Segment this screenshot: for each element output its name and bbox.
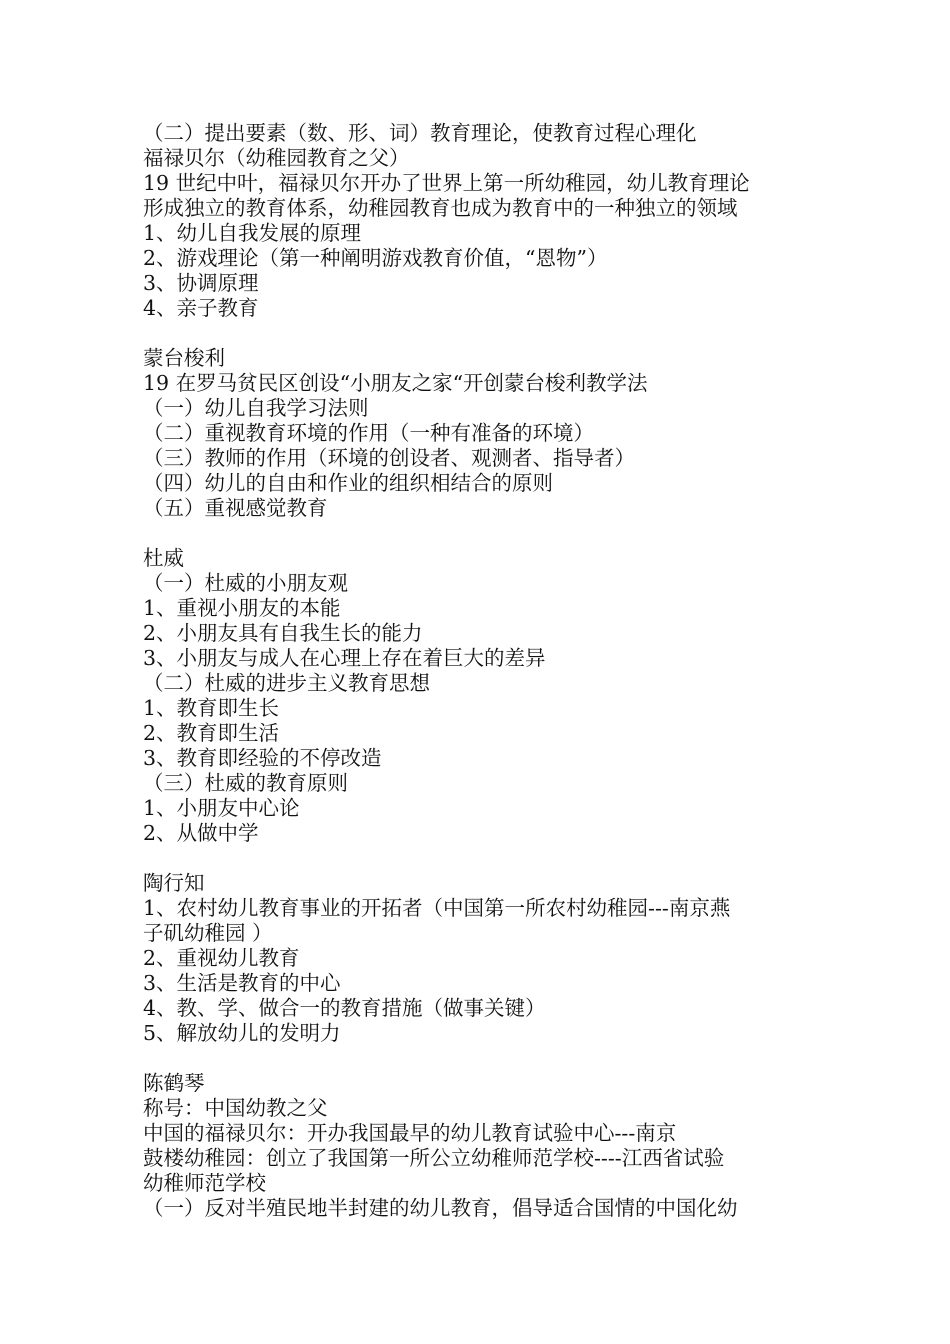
list-item: （一）杜威的小朋友观: [143, 571, 348, 595]
text-line: 形成独立的教育体系，幼稚园教育也成为教育中的一种独立的领域: [143, 196, 738, 220]
section-montessori: [143, 346, 833, 521]
list-item: （一）幼儿自我学习法则: [143, 396, 369, 420]
list-item: （四）幼儿的自由和作业的组织相结合的原则: [143, 471, 553, 495]
section-title: 蒙台梭利: [143, 346, 225, 370]
text-line: 幼稚师范学校: [143, 1171, 266, 1195]
text-line: 19 世纪中叶，福禄贝尔开办了世界上第一所幼稚园，幼儿教育理论: [143, 171, 750, 195]
list-item: （二）重视教育环境的作用（一种有准备的环境）: [143, 421, 594, 445]
list-item: 4、教、学、做合一的教育措施（做事关键）: [143, 996, 546, 1020]
list-item: 1、重视小朋友的本能: [143, 596, 341, 620]
document-page: [143, 121, 833, 1221]
list-item: 5、解放幼儿的发明力: [143, 1021, 341, 1045]
text-line: 中国的福禄贝尔：开办我国最早的幼儿教育试验中心---南京: [143, 1121, 677, 1145]
section-spacer: [143, 521, 833, 546]
list-item: 1、小朋友中心论: [143, 796, 300, 820]
list-item: 2、从做中学: [143, 821, 259, 845]
section-froebel: [143, 146, 833, 321]
section-dewey: [143, 546, 833, 846]
section-title: 陶行知: [143, 871, 205, 895]
text-line: 鼓楼幼稚园：创立了我国第一所公立幼稚师范学校----江西省试验: [143, 1146, 725, 1170]
section-tao-xingzhi: [143, 871, 833, 1046]
text-line: （二）提出要素（数、形、词）教育理论，使教育过程心理化: [143, 121, 697, 145]
list-item: 3、教育即经验的不停改造: [143, 746, 382, 770]
list-item: （三）杜威的教育原则: [143, 771, 348, 795]
list-item: 1、教育即生长: [143, 696, 280, 720]
list-item: 2、游戏理论（第一种阐明游戏教育价值，“恩物”）: [143, 246, 608, 270]
list-item: 3、协调原理: [143, 271, 259, 295]
section-spacer: [143, 321, 833, 346]
text-line: 子矶幼稚园 ）: [143, 921, 273, 945]
text-line: 称号：中国幼教之父: [143, 1096, 328, 1120]
section-title: 福禄贝尔（幼稚园教育之父）: [143, 146, 410, 170]
list-item: （一）反对半殖民地半封建的幼儿教育，倡导适合国情的中国化幼: [143, 1196, 738, 1220]
list-item: 4、亲子教育: [143, 296, 259, 320]
section-title: 杜威: [143, 546, 184, 570]
list-item: （二）杜威的进步主义教育思想: [143, 671, 430, 695]
list-item: 3、小朋友与成人在心理上存在着巨大的差异: [143, 646, 546, 670]
list-item: 2、小朋友具有自我生长的能力: [143, 621, 423, 645]
section-title: 陈鹤琴: [143, 1071, 205, 1095]
section-spacer: [143, 1046, 833, 1071]
list-item: （五）重视感觉教育: [143, 496, 328, 520]
list-item: 3、生活是教育的中心: [143, 971, 341, 995]
section-spacer: [143, 846, 833, 871]
list-item: 2、教育即生活: [143, 721, 280, 745]
list-item: 1、幼儿自我发展的原理: [143, 221, 362, 245]
list-item: 1、农村幼儿教育事业的开拓者（中国第一所农村幼稚园---南京燕: [143, 896, 731, 920]
list-item: （三）教师的作用（环境的创设者、观测者、指导者）: [143, 446, 635, 470]
section-chen-heqin: [143, 1071, 833, 1221]
section-pestalozzi-fragment: [143, 121, 833, 146]
list-item: 2、重视幼儿教育: [143, 946, 300, 970]
text-line: 19 在罗马贫民区创设“小朋友之家“开创蒙台梭利教学法: [143, 371, 648, 395]
